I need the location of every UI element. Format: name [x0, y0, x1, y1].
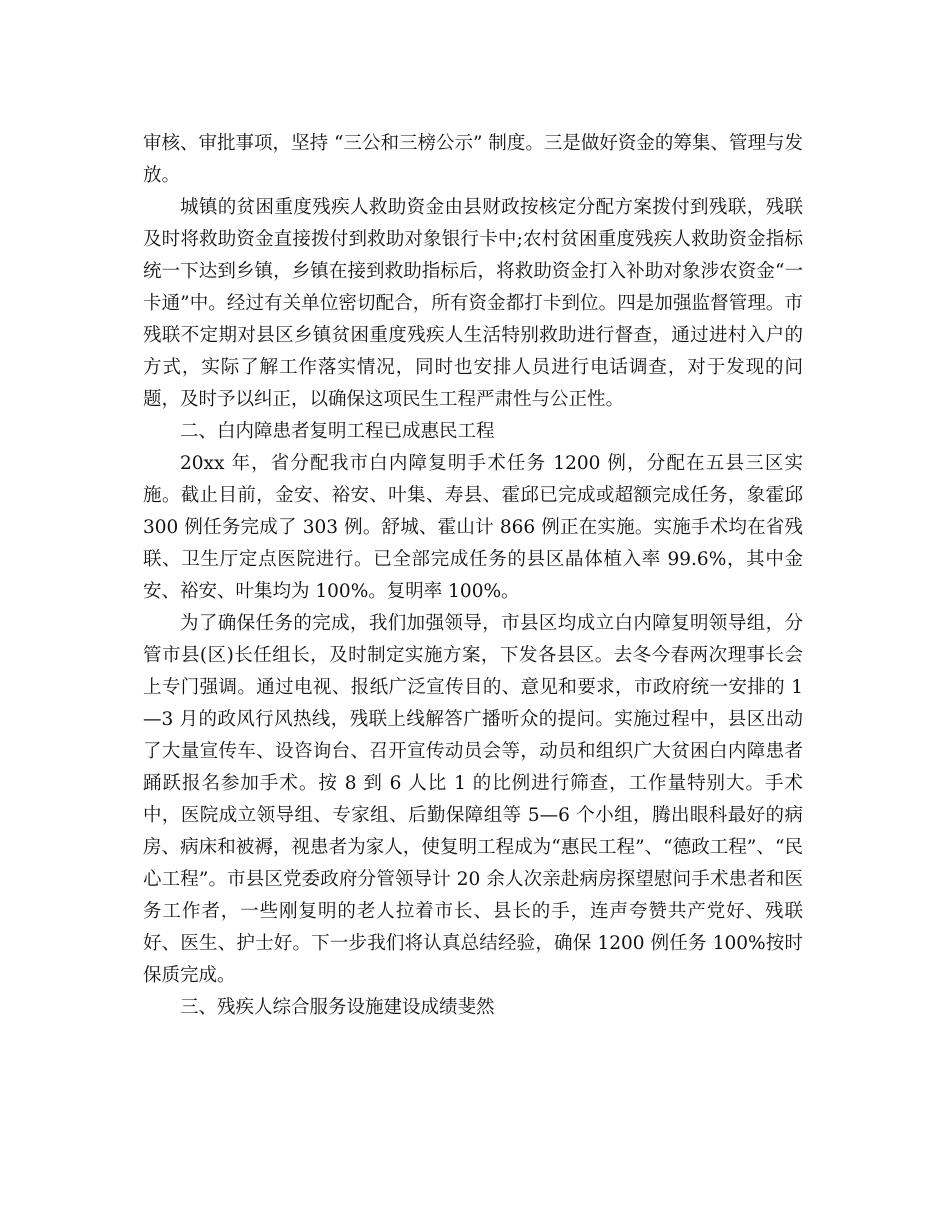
paragraph-relief-funds: 城镇的贫困重度残疾人救助资金由县财政按核定分配方案拨付到残联，残联及时将救助资金直接拨付到救助对象银行卡中;农村贫困重度残疾人救助资金指标统一下达到乡镇，乡镇在接到救助指标后，将救助资金打入补助对象涉农资金“一卡通”中。经过有关单位密切配合，所有资金都打卡到位。四是加强监督管理。市残联不定期对县区乡镇贫困重度残疾人生活特别救助进行督查，通过进村入户的方式，实际了解工作落实情况，同时也安排人员进行电话调查，对于发现的问题，及时予以纠正，以确保这项民生工程严肃性与公正性。	[143, 197, 803, 410]
document-body	[143, 128, 803, 1024]
section-heading-service-facilities: 三、残疾人综合服务设施建设成绩斐然	[180, 997, 495, 1018]
paragraph-cataract-tasks: 20xx 年，省分配我市白内障复明手术任务 1200 例，分配在五县三区实施。截止目前，金安、裕安、叶集、寿县、霍邱已完成或超额完成任务，象霍邱 300 例任务完成了 303 例。舒城、霍山计 866 例正在实施。实施手术均在省残联、卫生厅定点医院进行。已全部完成任务的县区晶体植入率 99.6%，其中金安、裕安、叶集均为 100%。复明率 100%。	[143, 453, 803, 602]
paragraph-cataract-measures: 为了确保任务的完成，我们加强领导，市县区均成立白内障复明领导组，分管市县(区)长任组长，及时制定实施方案，下发各县区。去冬今春两次理事长会上专门强调。通过电视、报纸广泛宣传目的、意见和要求，市政府统一安排的 1—3 月的政风行风热线，残联上线解答广播听众的提问。实施过程中，县区出动了大量宣传车、设咨询台、召开宣传动员会等，动员和组织广大贫困白内障患者踊跃报名参加手术。按 8 到 6 人比 1 的比例进行筛查，工作量特别大。手术中，医院成立领导组、专家组、后勤保障组等 5—6 个小组，腾出眼科最好的病房、病床和被褥，视患者为家人，使复明工程成为“惠民工程”、“德政工程”、“民心工程”。市县区党委政府分管领导计 20 余人次亲赴病房探望慰问手术患者和医务工作者，一些刚复明的老人拉着市长、县长的手，连声夸赞共产党好、残联好、医生、护士好。下一步我们将认真总结经验，确保 1200 例任务 100%按时保质完成。	[143, 613, 803, 986]
section-heading-cataract: 二、白内障患者复明工程已成惠民工程	[180, 421, 495, 442]
paragraph-approval-system: 审核、审批事项，坚持 “三公和三榜公示” 制度。三是做好资金的筹集、管理与发放。	[143, 133, 803, 186]
